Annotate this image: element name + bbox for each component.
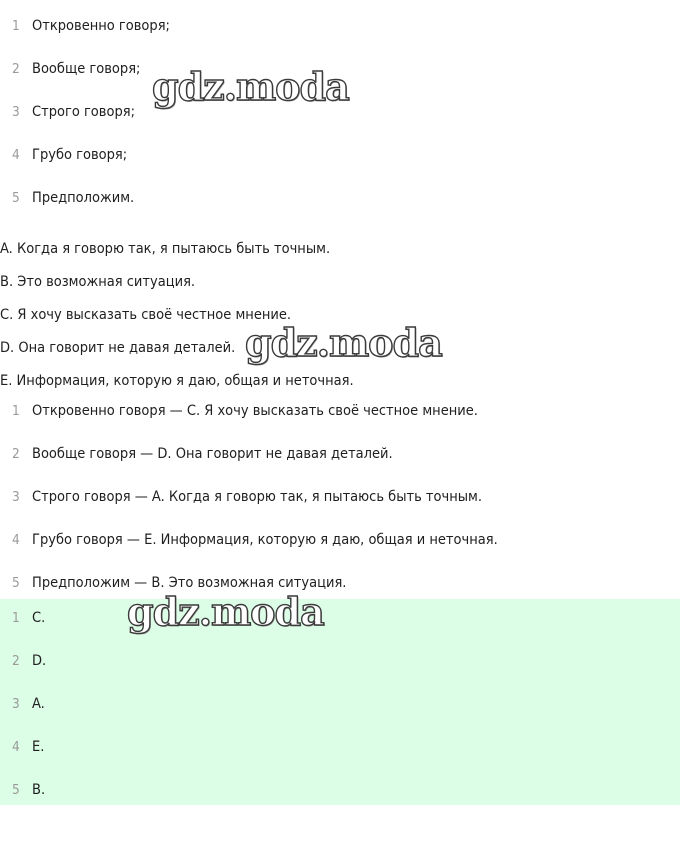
list-number: 3 [12,696,20,712]
list-number: 4 [12,739,20,755]
meaning-line: A. Когда я говорю так, я пытаюсь быть точным. [0,241,331,257]
list-number: 2 [12,446,20,462]
list-text: Предположим — B. Это возможная ситуация. [32,575,347,591]
meaning-line: D. Она говорит не давая деталей. [0,340,236,356]
list-text: A. [32,696,45,712]
list-text: Вообще говоря — D. Она говорит не давая деталей. [32,446,393,462]
list-text: C. [32,610,46,626]
list-text: Откровенно говоря — C. Я хочу высказать своё честное мнение. [32,403,478,419]
meaning-line: B. Это возможная ситуация. [0,274,196,290]
list-number: 3 [12,489,20,505]
list-number: 5 [12,782,20,798]
list-text: Предположим. [32,190,135,206]
list-text: Грубо говоря — E. Информация, которую я даю, общая и неточная. [32,532,498,548]
list-number: 3 [12,104,20,120]
list-number: 2 [12,61,20,77]
list-number: 4 [12,147,20,163]
list-text: E. [32,739,45,755]
list-number: 5 [12,190,20,206]
list-number: 4 [12,532,20,548]
watermark-logo: gdz.moda [152,64,349,109]
list-number: 1 [12,610,20,626]
watermark-logo: gdz.moda [245,320,442,365]
meaning-line: C. Я хочу высказать своё честное мнение. [0,307,292,323]
list-number: 1 [12,18,20,34]
list-text: Строго говоря — A. Когда я говорю так, я пытаюсь быть точным. [32,489,483,505]
answer-block [0,599,680,805]
list-text: Вообще говоря; [32,61,141,77]
list-text: Откровенно говоря; [32,18,170,34]
list-text: D. [32,653,47,669]
list-text: Строго говоря; [32,104,135,120]
watermark-logo: gdz.moda [127,589,324,634]
list-text: B. [32,782,46,798]
list-number: 2 [12,653,20,669]
list-number: 1 [12,403,20,419]
meaning-line: E. Информация, которую я даю, общая и неточная. [0,373,354,389]
list-text: Грубо говоря; [32,147,128,163]
list-number: 5 [12,575,20,591]
